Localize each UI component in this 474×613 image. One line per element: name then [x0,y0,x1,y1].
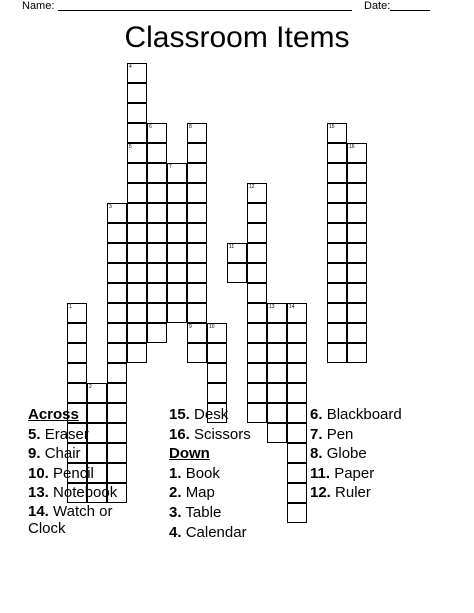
grid-cell[interactable] [327,203,347,223]
grid-cell[interactable] [167,263,187,283]
clue-across-10: 10. Pencil [28,464,94,482]
clue-number: 3 [109,204,112,210]
grid-cell[interactable] [247,303,267,323]
grid-cell[interactable] [147,263,167,283]
grid-cell[interactable] [347,183,367,203]
grid-cell[interactable] [107,263,127,283]
grid-cell[interactable] [347,143,367,163]
grid-cell[interactable] [247,343,267,363]
grid-cell[interactable] [167,183,187,203]
grid-cell[interactable] [187,223,207,243]
grid-cell[interactable] [207,363,227,383]
grid-cell[interactable] [267,343,287,363]
grid-cell[interactable] [347,243,367,263]
grid-cell[interactable] [187,323,207,343]
date-label: Date: [364,0,391,12]
grid-cell[interactable] [147,303,167,323]
grid-cell[interactable] [247,243,267,263]
grid-cell[interactable] [347,303,367,323]
grid-cell[interactable] [247,263,267,283]
grid-cell[interactable] [287,323,307,343]
grid-cell[interactable] [247,223,267,243]
grid-cell[interactable] [327,283,347,303]
grid-cell[interactable] [187,143,207,163]
grid-cell[interactable] [127,163,147,183]
grid-cell[interactable] [67,383,87,403]
grid-cell[interactable] [327,223,347,243]
clue-number: 11 [229,244,235,250]
grid-cell[interactable] [67,323,87,343]
clue-down-1: 1. Book [169,464,220,482]
grid-cell[interactable] [227,263,247,283]
grid-cell[interactable] [107,383,127,403]
grid-cell[interactable] [147,283,167,303]
grid-cell[interactable] [347,323,367,343]
clues-column-2 [169,405,309,542]
grid-cell[interactable] [127,263,147,283]
grid-cell[interactable] [187,203,207,223]
grid-cell[interactable] [147,123,167,143]
grid-cell[interactable] [187,263,207,283]
grid-cell[interactable] [127,203,147,223]
grid-cell[interactable] [127,63,147,83]
grid-cell[interactable] [287,383,307,403]
grid-cell[interactable] [347,223,367,243]
grid-cell[interactable] [207,343,227,363]
clue-number: 1 [69,304,72,310]
clue-number: 9 [189,324,192,330]
grid-cell[interactable] [207,323,227,343]
clue-number: 6 [149,124,152,130]
clue-down-12: 12. Ruler [310,484,371,502]
clue-down-7: 7. Pen [310,425,354,443]
clue-number: 15 [329,124,335,130]
grid-cell[interactable] [327,163,347,183]
clue-across-13: 13. Notebook [28,484,118,502]
grid-cell[interactable] [107,303,127,323]
clue-number: 2 [89,384,92,390]
grid-cell[interactable] [107,363,127,383]
across-heading: Across [28,406,79,423]
puzzle-title: Classroom Items [124,21,350,54]
clue-down-6: 6. Blackboard [310,406,402,423]
grid-cell[interactable] [247,363,267,383]
grid-cell[interactable] [107,243,127,263]
name-label: Name: [22,0,55,12]
clue-number: 14 [289,304,295,310]
clue-down-8: 8. Globe [310,445,367,463]
grid-cell[interactable] [327,123,347,143]
grid-cell[interactable] [247,383,267,403]
grid-cell[interactable] [187,283,207,303]
grid-cell[interactable] [207,383,227,403]
grid-cell[interactable] [147,203,167,223]
grid-cell[interactable] [187,343,207,363]
grid-cell[interactable] [287,303,307,323]
grid-cell[interactable] [327,143,347,163]
grid-cell[interactable] [327,303,347,323]
grid-cell[interactable] [327,323,347,343]
grid-cell[interactable] [127,323,147,343]
grid-cell[interactable] [127,223,147,243]
grid-cell[interactable] [347,263,367,283]
grid-cell[interactable] [147,183,167,203]
grid-cell[interactable] [227,243,247,263]
grid-cell[interactable] [267,363,287,383]
grid-cell[interactable] [147,323,167,343]
grid-cell[interactable] [127,183,147,203]
grid-cell[interactable] [327,183,347,203]
grid-cell[interactable] [67,343,87,363]
grid-cell[interactable] [167,163,187,183]
grid-cell[interactable] [107,283,127,303]
grid-cell[interactable] [127,123,147,143]
down-heading: Down [169,445,210,463]
clues-column-1 [28,405,168,537]
clue-number: 16 [349,144,355,150]
grid-cell[interactable] [327,243,347,263]
grid-cell[interactable] [267,383,287,403]
grid-cell[interactable] [147,163,167,183]
grid-cell[interactable] [147,143,167,163]
grid-cell[interactable] [267,303,287,323]
grid-cell[interactable] [287,363,307,383]
grid-cell[interactable] [107,203,127,223]
grid-cell[interactable] [347,203,367,223]
grid-cell[interactable] [187,243,207,263]
grid-cell[interactable] [87,383,107,403]
grid-cell[interactable] [347,163,367,183]
grid-cell[interactable] [167,203,187,223]
grid-cell[interactable] [67,363,87,383]
grid-cell[interactable] [127,143,147,163]
grid-cell[interactable] [167,283,187,303]
clue-down-4: 4. Calendar [169,523,247,541]
clue-across-9: 9. Chair [28,445,81,463]
grid-cell[interactable] [347,283,367,303]
grid-cell[interactable] [267,323,287,343]
clue-number: 5 [129,144,132,150]
grid-cell[interactable] [167,303,187,323]
grid-cell[interactable] [187,163,207,183]
grid-cell[interactable] [147,243,167,263]
clue-number: 12 [249,184,255,190]
clue-across-14: 14. Watch or Clock [28,502,113,537]
grid-cell[interactable] [107,323,127,343]
grid-cell[interactable] [347,343,367,363]
grid-cell[interactable] [127,243,147,263]
grid-cell[interactable] [127,303,147,323]
grid-cell[interactable] [327,263,347,283]
grid-cell[interactable] [107,343,127,363]
grid-cell[interactable] [147,223,167,243]
grid-cell[interactable] [247,203,267,223]
clue-down-11: 11. Paper [310,464,375,482]
grid-cell[interactable] [247,283,267,303]
clue-across-15: 15. Desk [169,406,229,423]
grid-cell[interactable] [127,103,147,123]
grid-cell[interactable] [187,123,207,143]
grid-cell[interactable] [127,83,147,103]
grid-cell[interactable] [67,303,87,323]
clue-number: 7 [169,164,172,170]
grid-cell[interactable] [287,343,307,363]
grid-cell[interactable] [107,223,127,243]
grid-cell[interactable] [247,183,267,203]
grid-cell[interactable] [327,343,347,363]
clue-number: 13 [269,304,275,310]
clue-across-5: 5. Eraser [28,425,89,443]
grid-cell[interactable] [127,283,147,303]
clue-across-16: 16. Scissors [169,425,251,443]
clues-column-3 [310,405,460,503]
grid-cell[interactable] [247,323,267,343]
grid-cell[interactable] [187,303,207,323]
clue-down-2: 2. Map [169,484,215,502]
grid-cell[interactable] [167,243,187,263]
clue-number: 4 [129,64,132,70]
grid-cell[interactable] [187,183,207,203]
grid-cell[interactable] [167,223,187,243]
clue-number: 10 [209,324,215,330]
grid-cell[interactable] [127,343,147,363]
clue-number: 8 [189,124,192,130]
clue-down-3: 3. Table [169,503,222,521]
